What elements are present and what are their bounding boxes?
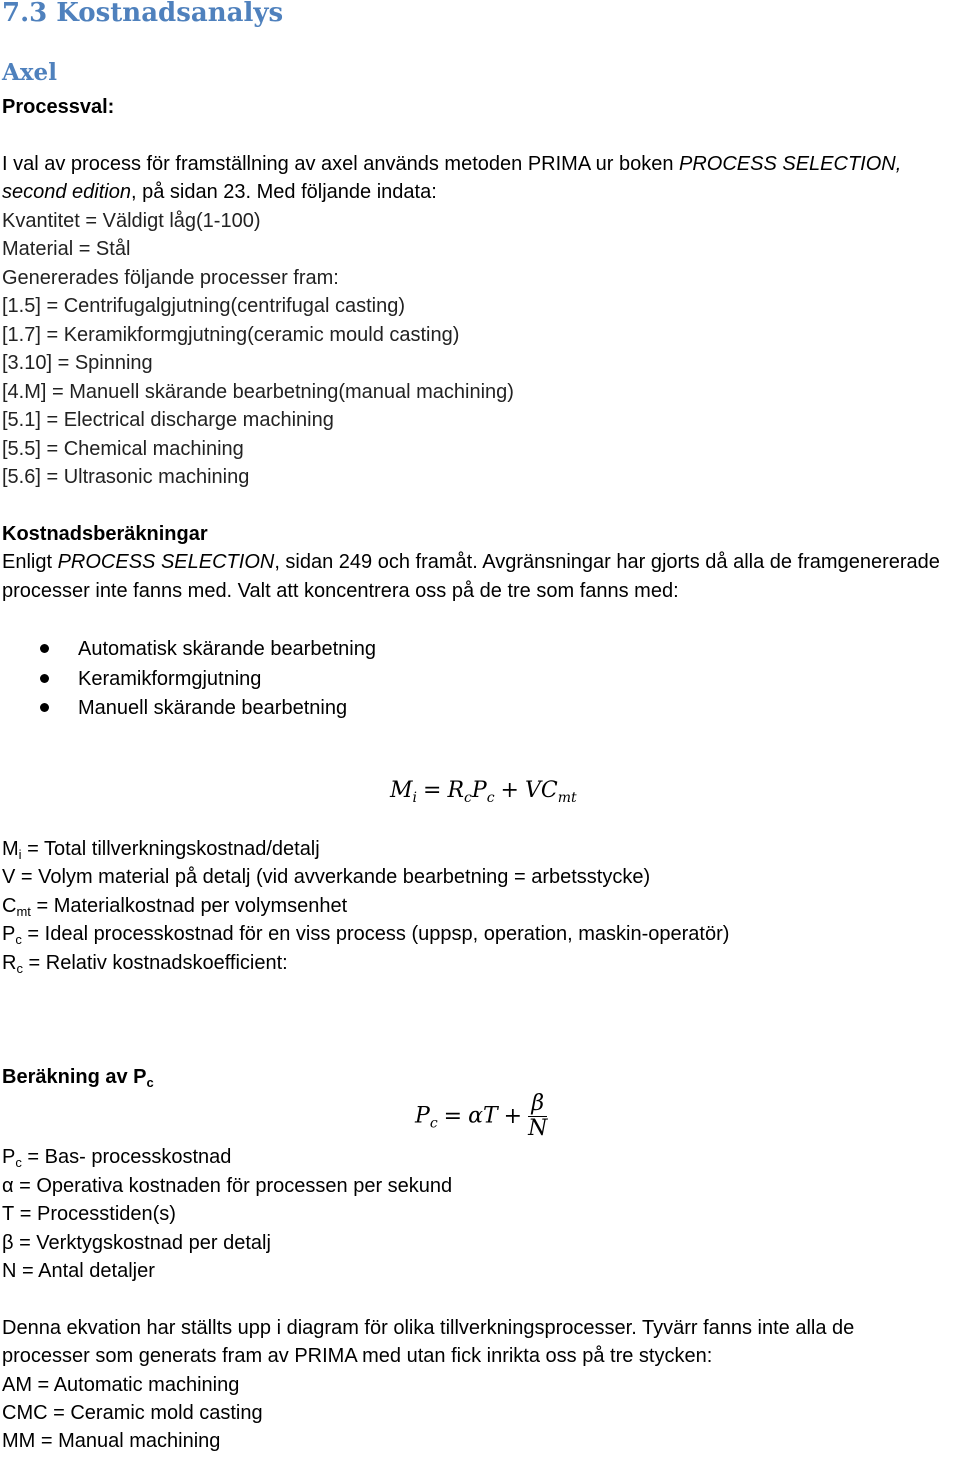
def-symbol: P [2,1146,16,1168]
intro-line-2 [2,178,437,206]
book-title: PROCESS SELECTION, [679,153,902,175]
def-symbol: α [2,1175,14,1197]
definition-row [2,949,288,983]
input-line: Material = Stål [2,238,131,260]
eq-operator: = [443,1103,463,1129]
eq-symbol: R [447,778,465,803]
intro-line-1 [2,150,901,178]
def-symbol: V [2,866,16,888]
def-text: = Bas- processkostnad [21,1146,232,1168]
def-symbol: R [2,952,17,974]
eq-numerator: β [528,1092,547,1117]
subsection-heading: Axel [2,59,57,86]
kostnad-title: Kostnadsberäkningar [2,523,208,545]
eq-subscript: c [429,1115,438,1132]
process-line: [1.7] = Keramikformgjutning(ceramic mould casting) [2,324,460,346]
eq-operator: + [500,778,519,803]
eq-symbol: P [415,1103,430,1129]
process-line: [4.M] = Manuell skärande bearbetning(manual machining) [2,381,514,403]
def-symbol: N [2,1260,17,1282]
eq-subscript: c [464,790,472,806]
berakning-title [2,1063,154,1097]
list-item: Automatisk skärande bearbetning [78,638,376,660]
process-line: [5.5] = Chemical machining [2,438,244,460]
process-line: [5.6] = Ultrasonic machining [2,466,250,488]
input-line: Kvantitet = Väldigt låg(1-100) [2,210,261,232]
kostnad-text: , sidan 249 och framåt. Avgränsningar har gjorts då alla de framgenererade [274,551,940,573]
process-line: [3.10] = Spinning [2,352,153,374]
intro-text: I val av process för framställning av axel används metoden PRIMA ur boken [2,153,680,175]
def-text: = Materialkostnad per volymsenhet [30,895,348,917]
eq-symbol: αT [468,1103,498,1129]
abbreviation-line: AM = Automatic machining [2,1374,240,1396]
cost-equation [390,778,577,806]
eq-operator: = [423,778,442,803]
def-text: = Processtiden(s) [14,1203,176,1225]
def-subscript: c [15,1155,22,1170]
bullet-icon [40,703,49,712]
def-symbol: M [2,838,19,860]
def-subscript: mt [16,904,31,919]
input-line: Genererades följande processer fram: [2,267,339,289]
eq-symbol: VC [524,778,558,803]
def-subscript: c [16,961,23,976]
eq-subscript: i [412,790,418,806]
def-subscript: i [18,847,22,862]
def-symbol: β [2,1232,14,1254]
intro-text-2: , på sidan 23. Med följande indata: [130,181,437,203]
def-text: = Volym material på detalj (vid avverkande bearbetning = arbetsstycke) [15,866,651,888]
list-item: Manuell skärande bearbetning [78,697,348,719]
definition-row [2,1257,155,1291]
edition-text: second edition [2,181,131,203]
berakning-text: Beräkning av P [2,1066,147,1088]
eq-subscript: c [486,790,495,806]
process-line: [1.5] = Centrifugalgjutning(centrifugal casting) [2,295,406,317]
process-line: [5.1] = Electrical discharge machining [2,409,334,431]
def-symbol: P [2,923,16,945]
kostnad-line-2: processer inte fanns med. Valt att koncentrera oss på de tre som fanns med: [2,580,679,602]
def-subscript: c [15,932,22,947]
def-text: = Total tillverkningskostnad/detalj [21,838,320,860]
abbreviation-line: CMC = Ceramic mold casting [2,1402,263,1424]
def-text: = Operativa kostnaden för processen per sekund [13,1175,453,1197]
def-symbol: T [2,1203,15,1225]
eq-symbol: M [390,778,413,803]
processval-title: Processval: [2,96,115,118]
closing-paragraph-line: processer som generats fram av PRIMA med utan fick inrikta oss på tre stycken: [2,1345,713,1367]
eq-symbol: P [471,778,487,803]
berakning-subscript: c [146,1075,154,1090]
eq-subscript: mt [557,790,577,806]
eq-denominator: N [528,1116,548,1141]
def-text: = Relativ kostnadskoefficient: [22,952,288,974]
book-title: PROCESS SELECTION [57,551,275,573]
list-item: Keramikformgjutning [78,668,262,690]
abbreviation-line: MM = Manual machining [2,1430,221,1452]
eq-operator: + [503,1103,523,1129]
kostnad-line-1 [2,548,940,576]
closing-paragraph-line: Denna ekvation har ställts upp i diagram för olika tillverkningsprocesser. Tyvärr fanns inte alla de [2,1317,855,1339]
def-text: = Antal detaljer [16,1260,155,1282]
kostnad-text: Enligt [2,551,58,573]
section-heading: 7.3 Kostnadsanalys [2,0,284,28]
def-text: = Ideal processkostnad för en viss process (uppsp, operation, maskin-operatör) [21,923,730,945]
eq-fraction [528,1092,547,1141]
base-cost-equation [415,1092,547,1141]
def-symbol: C [2,895,17,917]
bullet-icon [40,644,49,653]
bullet-icon [40,674,49,683]
def-text: = Verktygskostnad per detalj [13,1232,271,1254]
